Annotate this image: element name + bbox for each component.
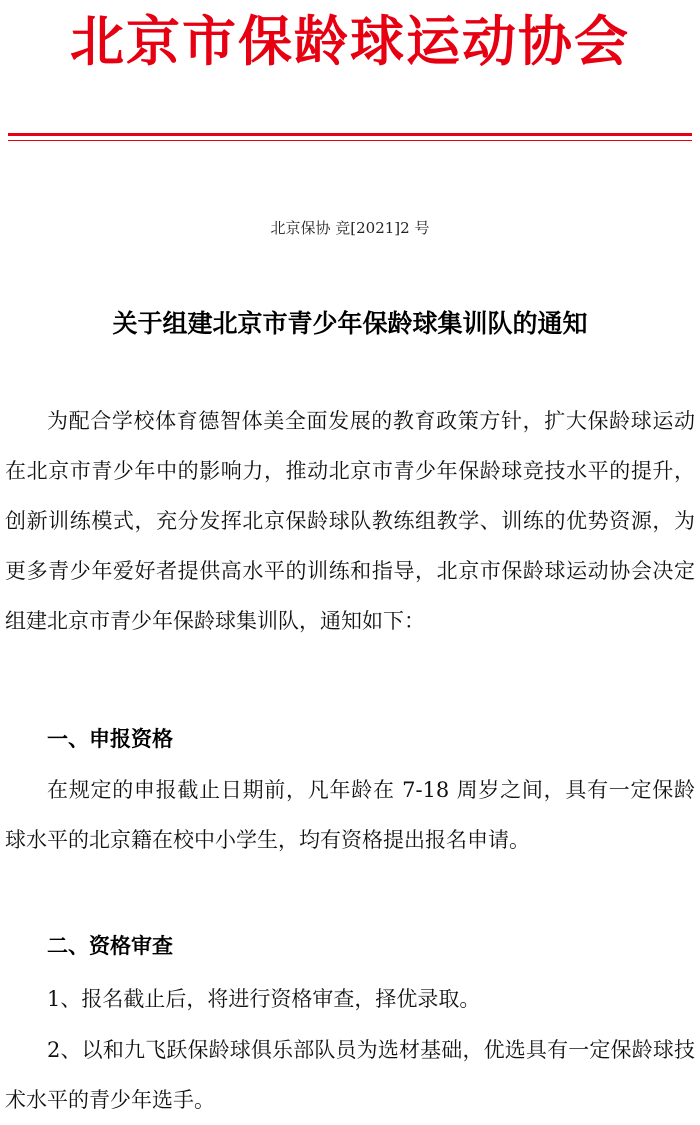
document-title: 关于组建北京市青少年保龄球集训队的通知	[112, 309, 588, 338]
letterhead-thin-rule	[8, 140, 692, 141]
review-item-2: 2、以和九飞跃保龄球俱乐部队员为选材基础，优选具有一定保龄球技术水平的青少年选手。	[5, 1038, 695, 1112]
letterhead-org-name: 北京市保龄球运动协会	[70, 10, 630, 73]
review-item-1: 1、报名截止后，将进行资格审查，择优录取。	[47, 987, 481, 1011]
document-number: 北京保协 竞[2021]2 号	[270, 219, 430, 237]
letterhead-thick-rule	[8, 133, 692, 136]
eligibility-paragraph: 在规定的申报截止日期前，凡年龄在 7-18 周岁之间，具有一定保龄球水平的北京籍在校中小学生，均有资格提出报名申请。	[5, 778, 695, 852]
section-heading-eligibility: 一、申报资格	[47, 727, 173, 751]
intro-paragraph: 为配合学校体育德智体美全面发展的教育政策方针，扩大保龄球运动在北京市青少年中的影响力，推动北京市青少年保龄球竞技水平的提升，创新训练模式，充分发挥北京保龄球队教练组教学、训练的优势资源，为更多青少年爱好者提供高水平的训练和指导，北京市保龄球运动协会决定组建北京市青少年保龄球集训队，通知如下：	[5, 409, 695, 633]
section-heading-review: 二、资格审查	[47, 934, 173, 958]
